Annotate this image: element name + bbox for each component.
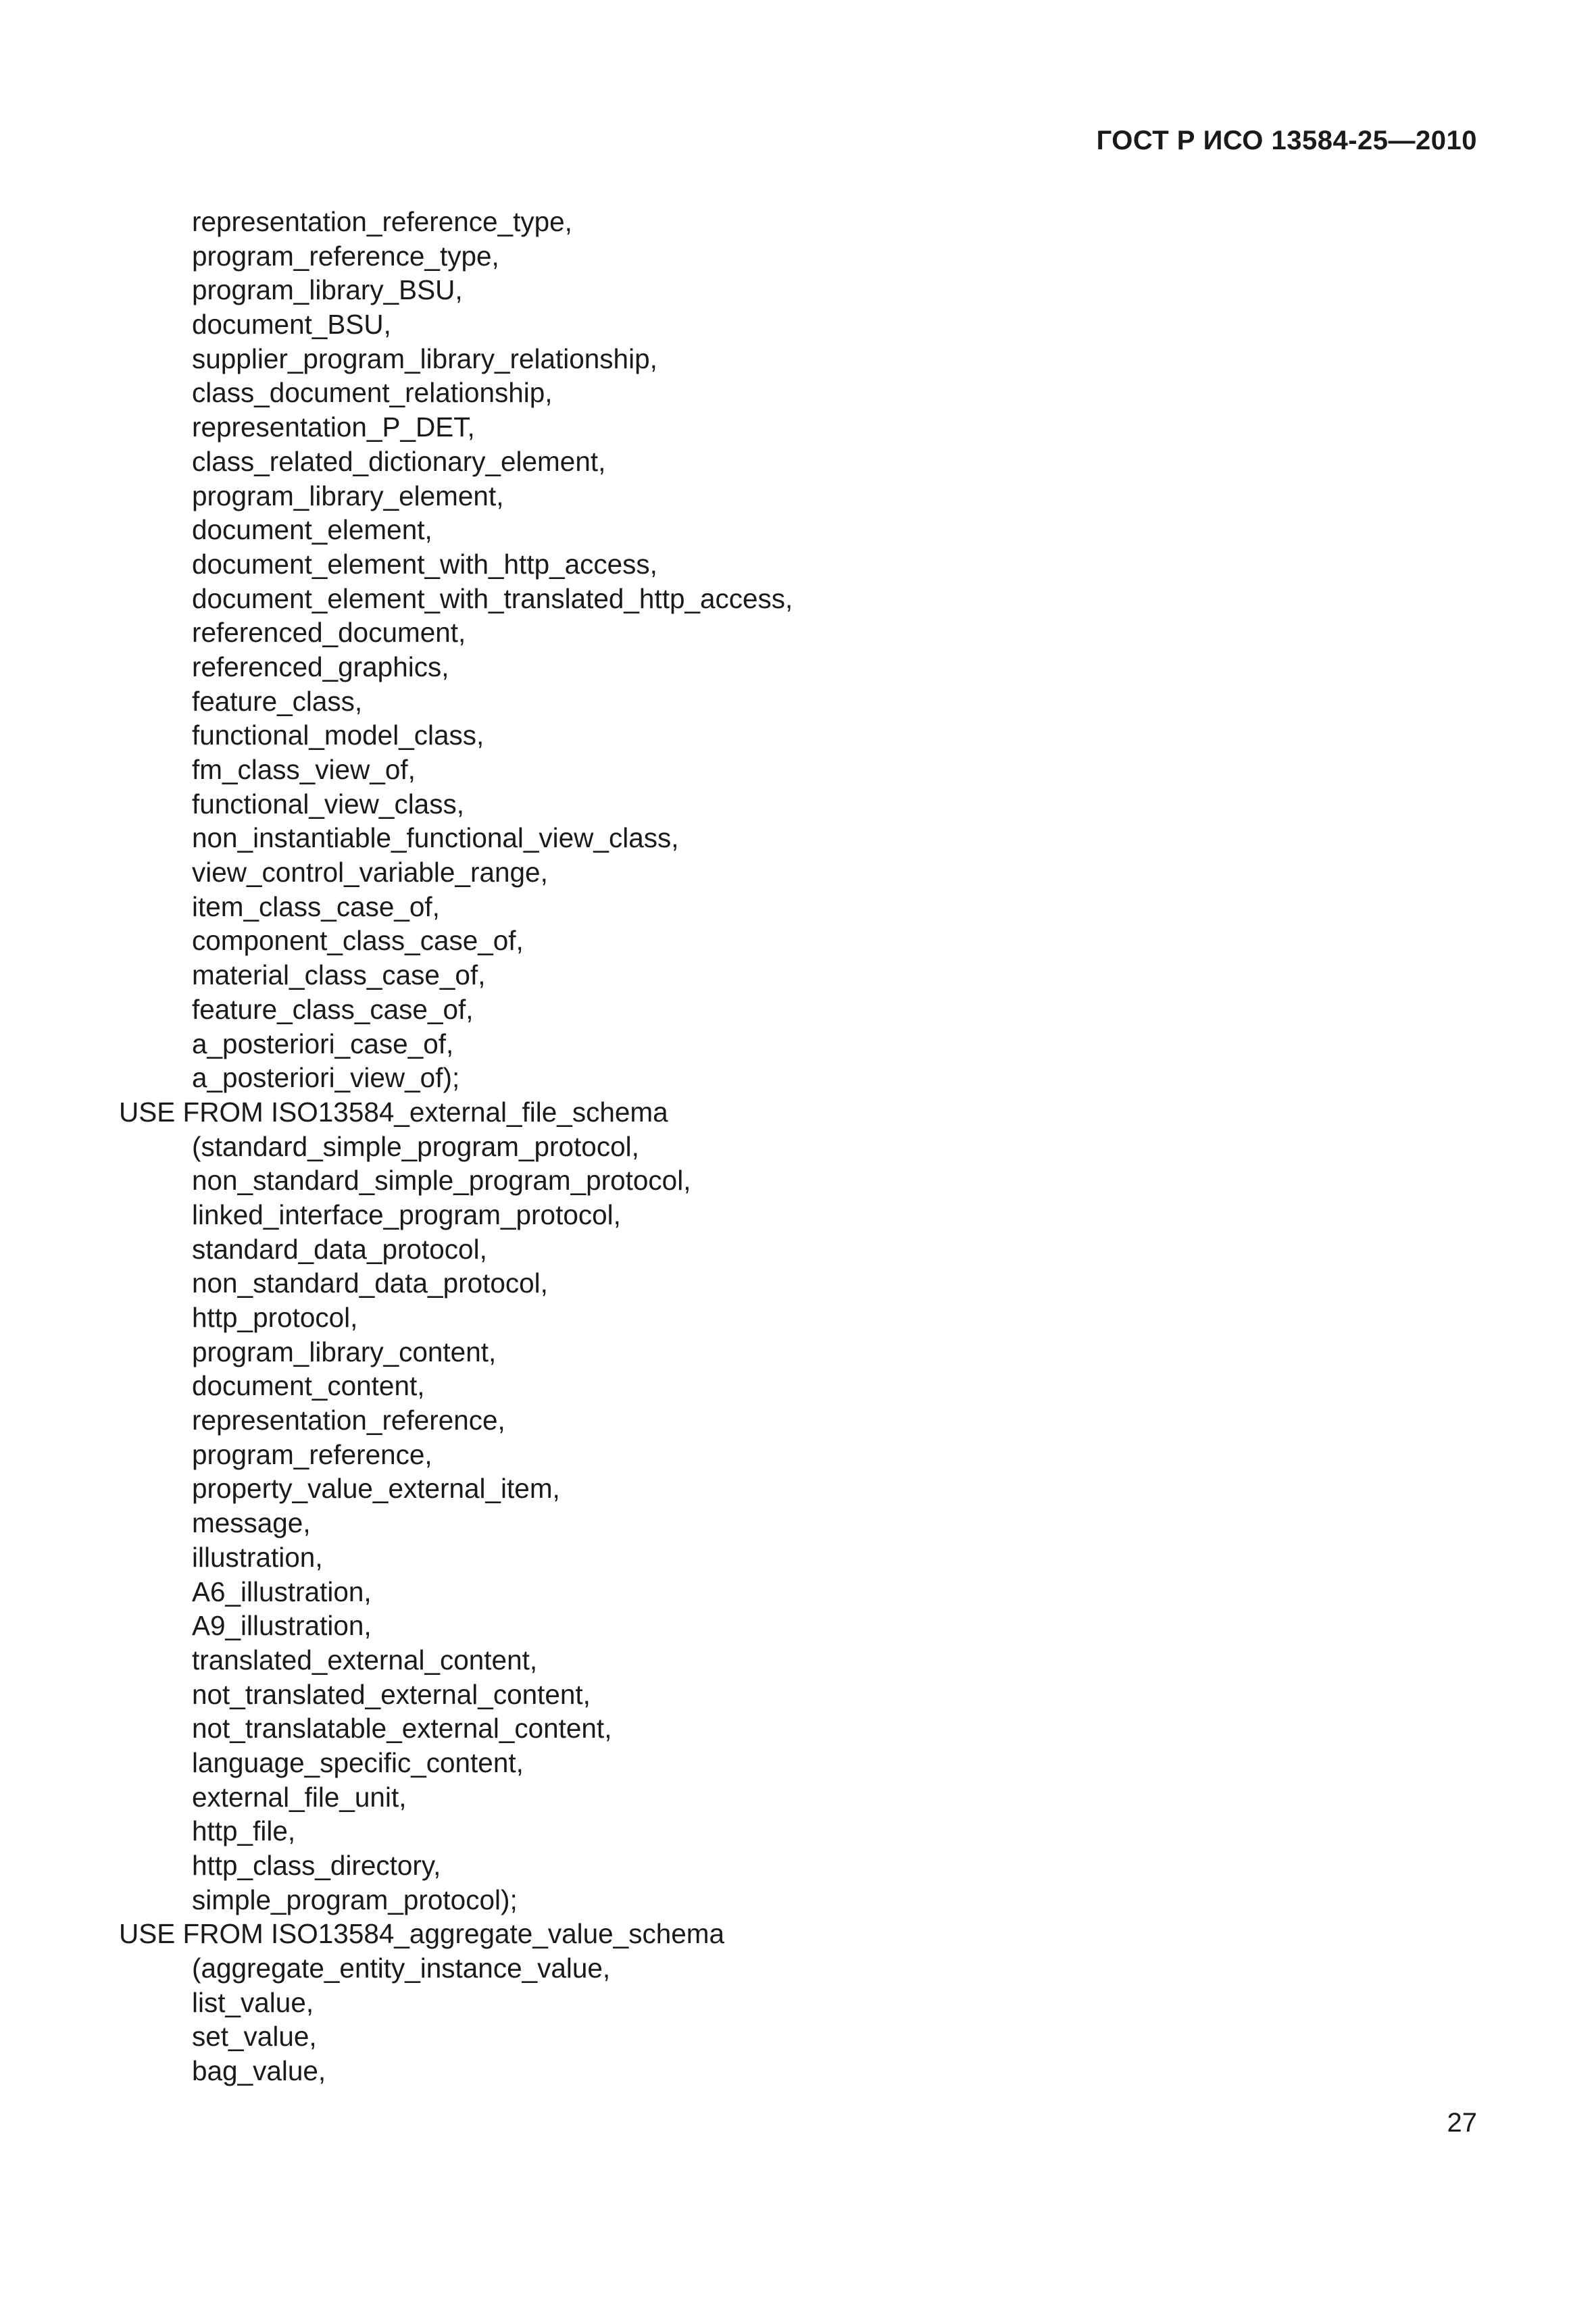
schema-item-line: non_standard_data_protocol, (192, 1267, 548, 1299)
schema-item-line: component_class_case_of, (192, 925, 524, 957)
schema-item-line: program_library_element, (192, 480, 504, 511)
schema-item-line: document_element, (192, 514, 432, 546)
schema-item-line: not_translated_external_content, (192, 1678, 591, 1710)
schema-item-line: referenced_graphics, (192, 651, 449, 682)
schema-item-line: view_control_variable_range, (192, 857, 548, 888)
schema-item-line: document_BSU, (192, 309, 391, 341)
use-from-statement: USE FROM ISO13584_external_file_schema (119, 1096, 668, 1128)
schema-item-line: illustration, (192, 1541, 323, 1573)
schema-item-line: A6_illustration, (192, 1576, 372, 1607)
schema-item-line: program_reference, (192, 1438, 432, 1470)
schema-item-line: representation_reference, (192, 1405, 505, 1436)
schema-item-line: A9_illustration, (192, 1610, 372, 1642)
schema-item-line: document_content, (192, 1370, 425, 1402)
schema-item-line: bag_value, (192, 2055, 326, 2087)
page-number: 27 (1447, 2108, 1477, 2138)
schema-item-line: supplier_program_library_relationship, (192, 343, 657, 374)
schema-item-line: feature_class, (192, 685, 363, 717)
schema-item-line: representation_reference_type, (192, 206, 572, 237)
schema-item-line: standard_data_protocol, (192, 1233, 487, 1265)
schema-item-line: http_protocol, (192, 1302, 358, 1333)
schema-item-line: http_class_directory, (192, 1850, 441, 1881)
schema-item-line: fm_class_view_of, (192, 754, 416, 785)
schema-item-line: translated_external_content, (192, 1644, 538, 1676)
schema-item-line: item_class_case_of, (192, 890, 440, 922)
schema-item-line: message, (192, 1507, 311, 1539)
schema-item-line: program_library_content, (192, 1336, 497, 1367)
schema-item-line: feature_class_case_of, (192, 993, 474, 1025)
schema-item-line: (standard_simple_program_protocol, (192, 1130, 639, 1162)
schema-item-line: non_instantiable_functional_view_class, (192, 822, 679, 854)
schema-item-line: simple_program_protocol); (192, 1884, 518, 1915)
schema-item-line: not_translatable_external_content, (192, 1713, 612, 1744)
use-from-statement: USE FROM ISO13584_aggregate_value_schema (119, 1918, 725, 1950)
schema-item-line: a_posteriori_case_of, (192, 1028, 454, 1059)
schema-item-line: representation_P_DET, (192, 411, 475, 443)
schema-item-line: list_value, (192, 1986, 314, 2018)
schema-item-line: external_file_unit, (192, 1781, 407, 1813)
schema-item-line: property_value_external_item, (192, 1473, 560, 1505)
schema-item-line: functional_model_class, (192, 720, 484, 751)
schema-item-line: class_document_relationship, (192, 377, 553, 409)
schema-item-line: referenced_document, (192, 617, 466, 649)
schema-item-line: http_file, (192, 1815, 296, 1847)
schema-item-line: material_class_case_of, (192, 959, 486, 991)
schema-code-listing (119, 205, 1470, 2088)
schema-item-line: a_posteriori_view_of); (192, 1062, 460, 1094)
schema-item-line: set_value, (192, 2021, 317, 2053)
schema-item-line: program_reference_type, (192, 240, 499, 272)
schema-item-line: functional_view_class, (192, 788, 464, 820)
schema-item-line: language_specific_content, (192, 1746, 524, 1778)
schema-item-line: (aggregate_entity_instance_value, (192, 1953, 611, 1984)
page-header: ГОСТ Р ИСО 13584-25—2010 (1096, 126, 1477, 155)
schema-item-line: program_library_BSU, (192, 274, 463, 306)
schema-item-line: document_element_with_http_access, (192, 548, 657, 580)
schema-item-line: document_element_with_translated_http_access, (192, 582, 793, 614)
schema-item-line: linked_interface_program_protocol, (192, 1199, 621, 1230)
schema-item-line: non_standard_simple_program_protocol, (192, 1165, 691, 1197)
schema-item-line: class_related_dictionary_element, (192, 445, 606, 477)
